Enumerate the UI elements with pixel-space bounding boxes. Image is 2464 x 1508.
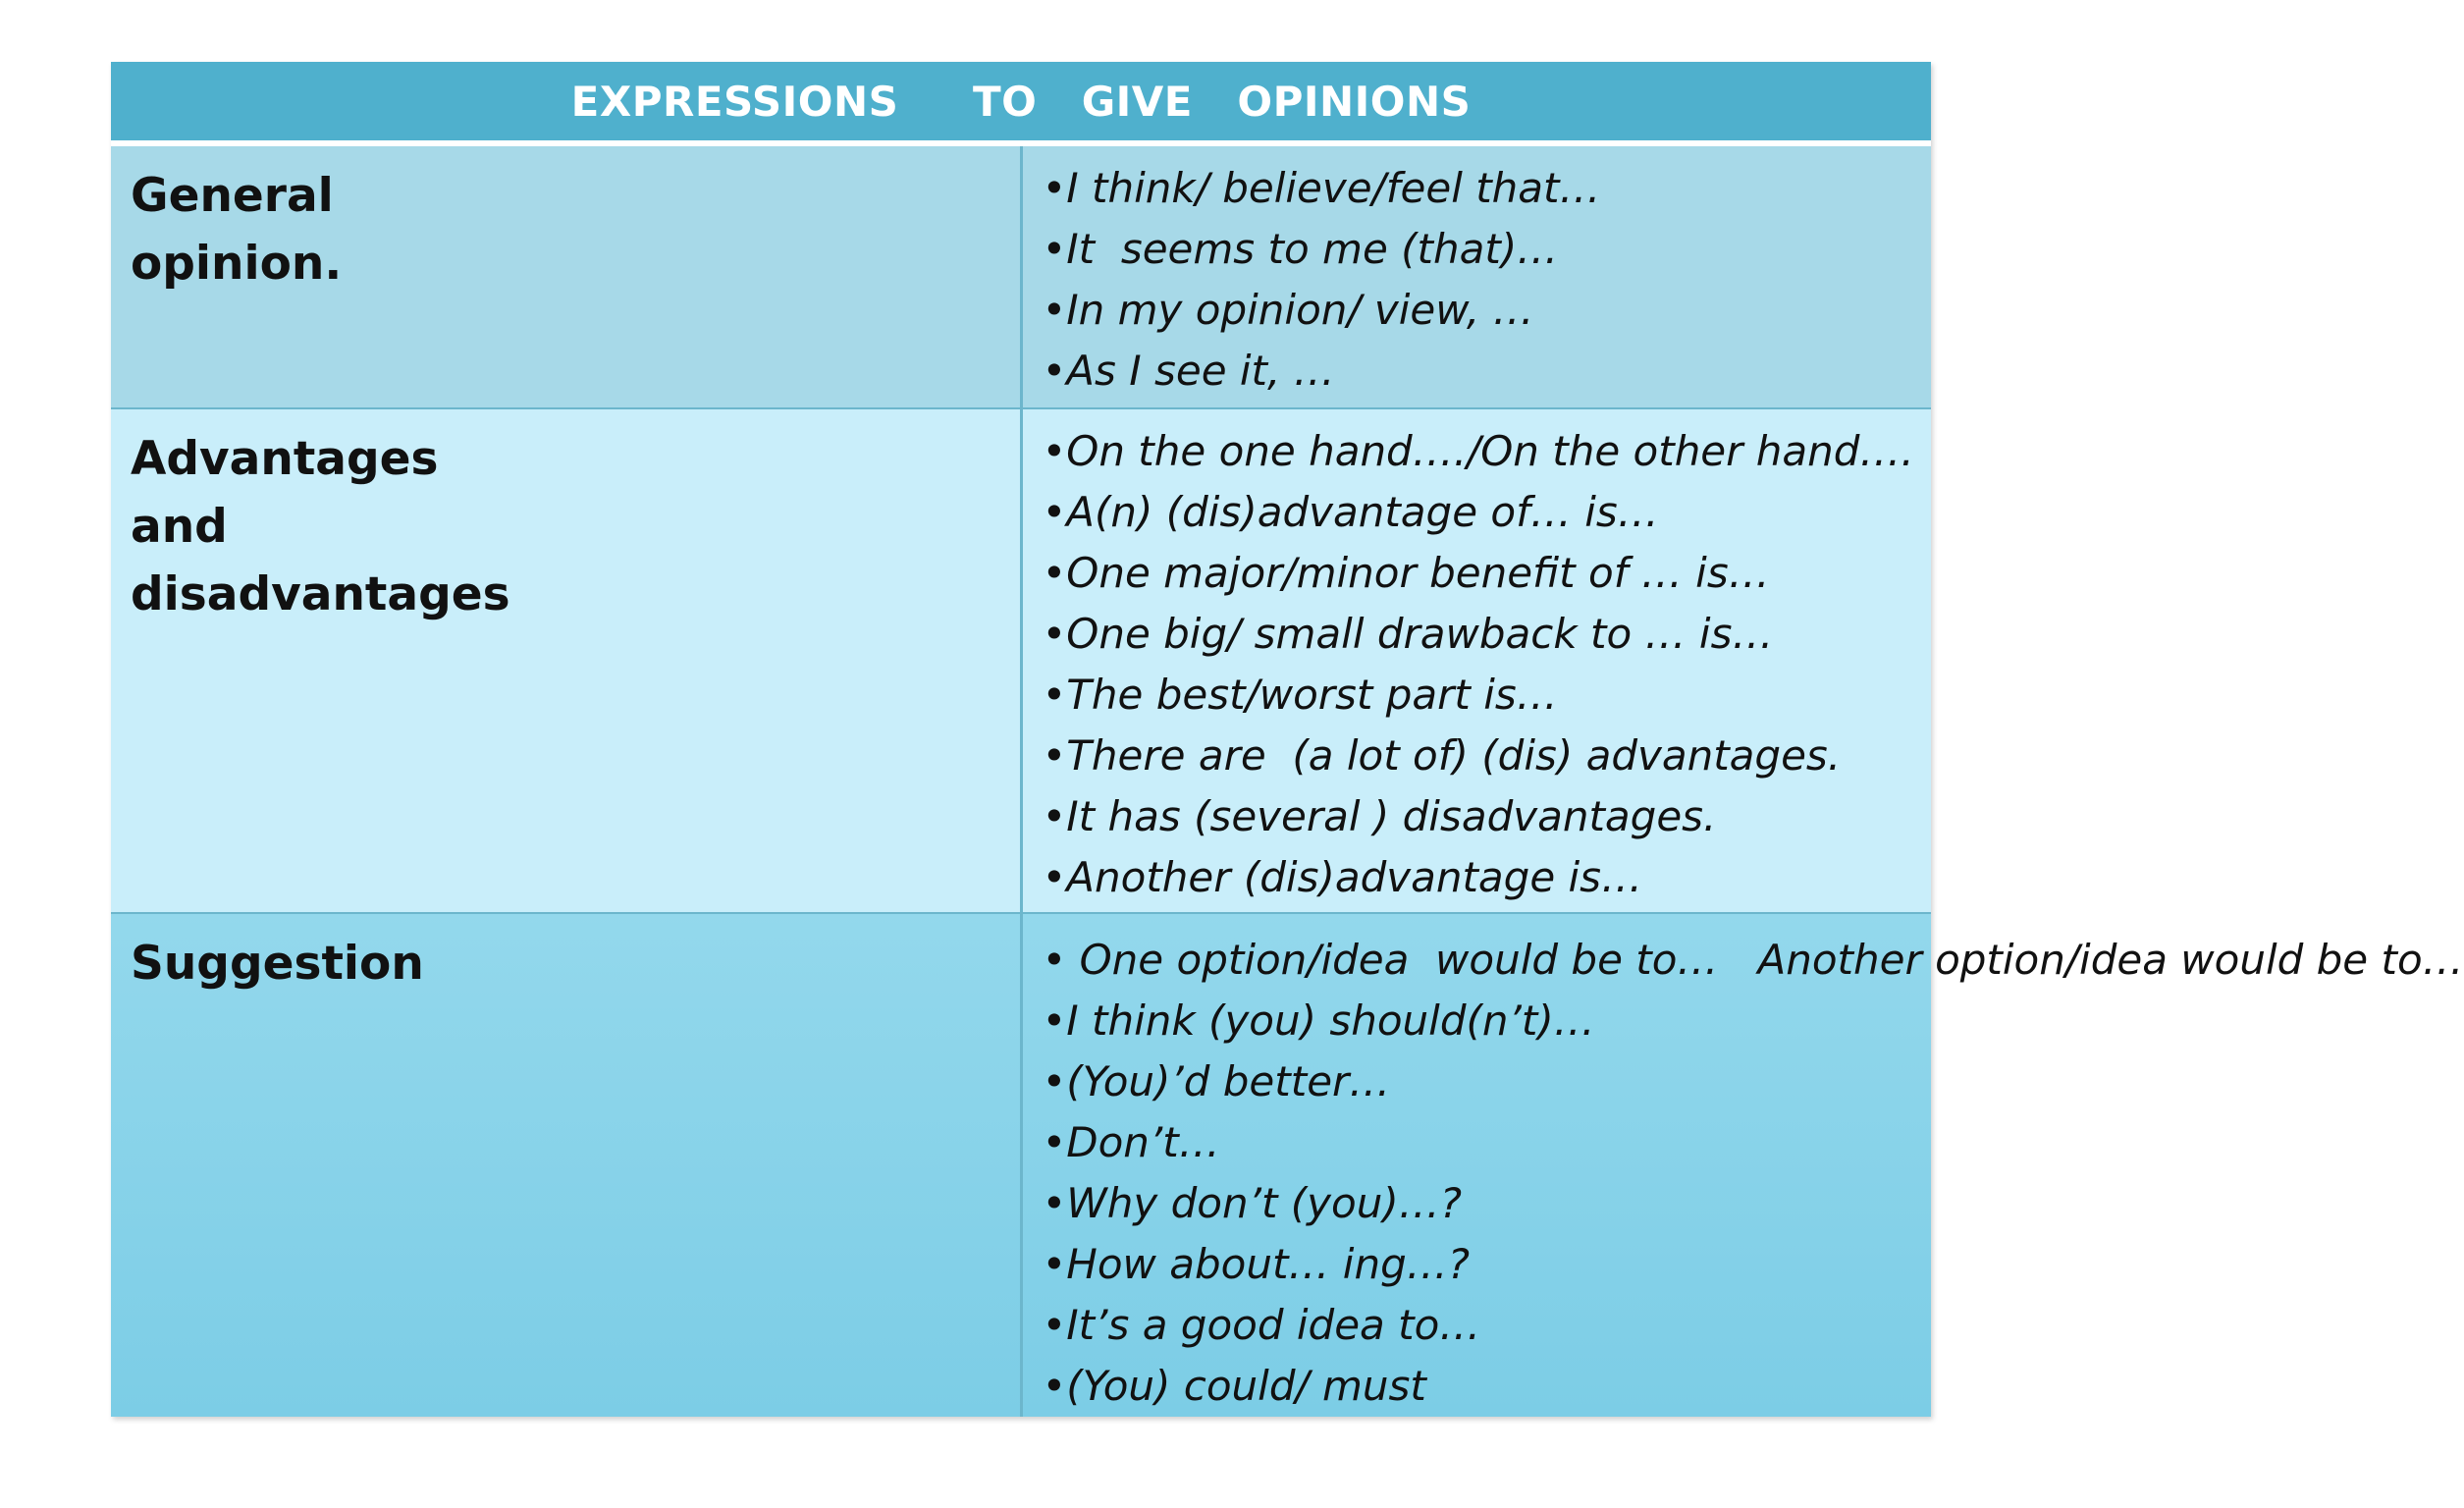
expression-item: •I think/ believe/feel that… <box>1042 164 1601 212</box>
expression-item: •It seems to me (that)… <box>1042 225 1559 273</box>
row-label <box>111 143 1021 408</box>
row-label-line: and <box>131 500 228 554</box>
expression-item: •It’s a good idea to… <box>1042 1301 1481 1349</box>
expression-item: •In my opinion/ view, … <box>1042 286 1534 334</box>
expression-item: •Another (dis)advantage is… <box>1042 853 1643 901</box>
row-expressions <box>1021 913 2464 1417</box>
expression-item: • One option/idea would be to… Another option/idea would be to… <box>1042 936 2464 984</box>
row-label <box>111 408 1021 913</box>
expression-item: •The best/worst part is… <box>1042 671 1558 719</box>
row-label <box>111 913 1021 1417</box>
expression-list <box>1043 158 1922 402</box>
expression-item: •How about… ing…? <box>1042 1240 1471 1288</box>
table-row-advantages <box>111 408 1931 913</box>
expression-item: •On the one hand…./On the other hand…. <box>1042 427 1914 475</box>
expression-item: •Don’t… <box>1042 1118 1220 1166</box>
expression-item: •As I see it, … <box>1042 347 1335 395</box>
expression-item: •One big/ small drawback to … is… <box>1042 610 1774 658</box>
expression-item: •(You) could/ must <box>1042 1362 1426 1410</box>
expression-item: •One major/minor benefit of … is… <box>1042 549 1770 597</box>
table-row-general-opinion <box>111 143 1931 408</box>
row-label-line: disadvantages <box>131 567 510 621</box>
row-expressions <box>1021 143 1931 408</box>
expression-item: •There are (a lot of) (dis) advantages. <box>1042 731 1842 780</box>
expression-item: •A(n) (dis)advantage of… is… <box>1042 488 1659 536</box>
table-row-suggestion <box>111 913 1931 1417</box>
expression-item: •Why don’t (you)…? <box>1042 1179 1463 1227</box>
expression-item: •I think (you) should(n’t)… <box>1042 996 1595 1045</box>
row-label-line: Advantages <box>131 432 439 486</box>
expression-list <box>1043 421 1922 908</box>
expression-item: •It has (several ) disadvantages. <box>1042 792 1717 840</box>
row-label-line: Suggestion <box>131 937 424 991</box>
opinions-table <box>111 62 2464 1417</box>
table-title: EXPRESSIONS TO GIVE OPINIONS <box>111 62 1931 143</box>
row-label-line: opinion. <box>131 237 343 291</box>
row-expressions <box>1021 408 1931 913</box>
expression-list <box>1042 930 2464 1417</box>
table-header-row <box>111 62 1931 143</box>
row-label-line: General <box>131 169 334 223</box>
expression-item: •(You)’d better… <box>1042 1057 1391 1105</box>
